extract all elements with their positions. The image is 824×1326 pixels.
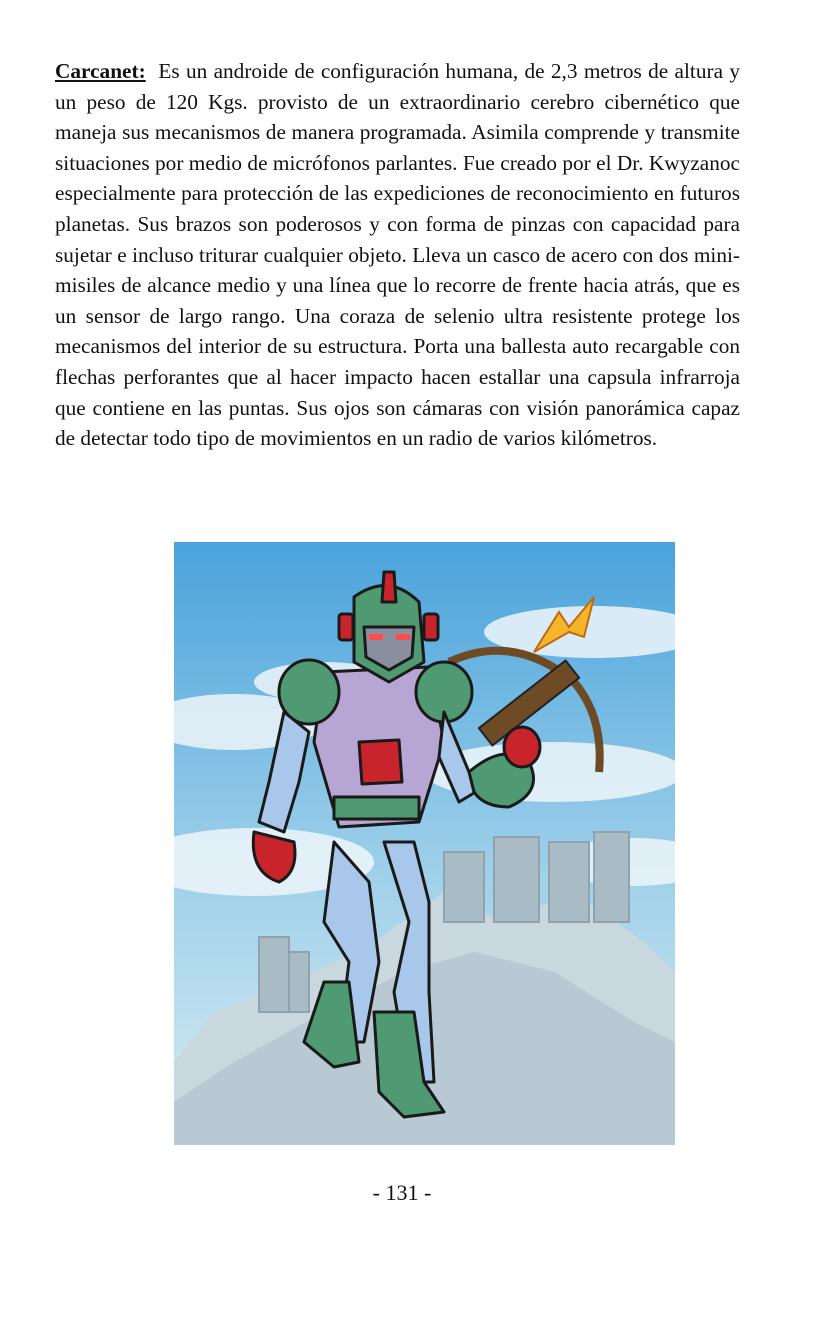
entry-term: Carcanet: bbox=[55, 59, 146, 83]
page-number: - 131 - bbox=[372, 1180, 432, 1205]
entry-body: Es un androide de configuración humana, de 2,3 metros de altura y un peso de 120 Kgs. provisto de un extraordinario cerebro cibernético que maneja sus mecanismos de manera programada. Asimila comprende y transmite situaciones por medio de micrófonos parlantes. Fue creado por el Dr. Kwyzanoc especialmente para protección de las expediciones de reconocimiento en futuros planetas. Sus brazos son poderosos y con forma de pinzas con capacidad para sujetar e incluso triturar cualquier objeto. Lleva un casco de acero con dos mini-misiles de alcance medio y una línea que lo recorre de frente hacia atrás, que es un sensor de largo rango. Una coraza de selenio ultra resistente protege los mecanismos del interior de su estructura. Porta una ballesta auto recargable con flechas perforantes que al hacer impacto hacen estallar una capsula infrarroja que contiene en las puntas. Sus ojos son cámaras con visión panorámica capaz de detectar todo tipo de movimientos en un radio de varios kilómetros. bbox=[55, 59, 740, 451]
carcanet-robot-art bbox=[174, 542, 675, 1145]
entry-paragraph bbox=[55, 56, 740, 454]
carcanet-illustration bbox=[174, 542, 675, 1145]
